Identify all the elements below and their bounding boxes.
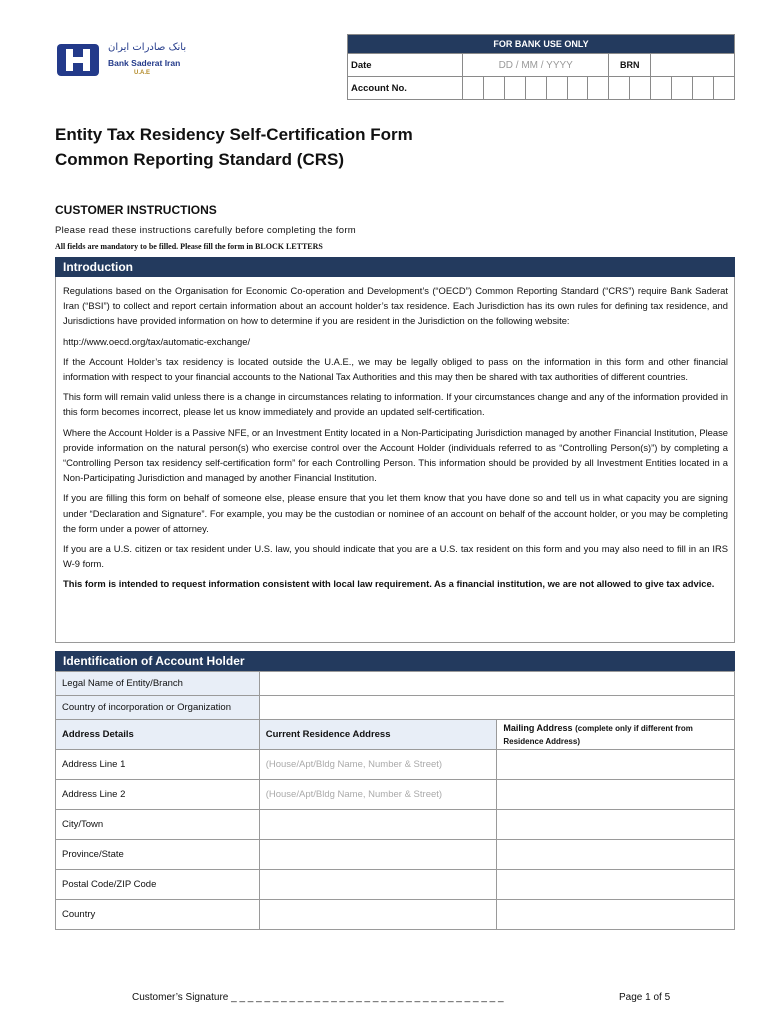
intro-paragraph: This form will remain valid unless there is a change in circumstances relating to information. If your circumstances change and any of the information provided in this form becomes incorrect, please let us know immediately and provide an updated self-certification. [63,391,728,418]
postal-code-mailing-field[interactable] [497,870,735,900]
province-mailing-field[interactable] [497,840,735,870]
address-line2-label: Address Line 2 [56,780,260,810]
page-number: Page 1 of 5 [619,992,671,1003]
account-digit-cell[interactable] [651,77,672,100]
introduction-body [55,277,735,643]
identification-table [55,671,735,930]
mailing-address-header [497,720,735,750]
city-label: City/Town [56,810,260,840]
account-no-label: Account No. [348,77,463,100]
postal-code-label: Postal Code/ZIP Code [56,870,260,900]
address-line1-label: Address Line 1 [56,750,260,780]
current-residence-header: Current Residence Address [259,720,497,750]
logo-name-en: Bank Saderat Iran [108,58,181,68]
bank-logo-icon [57,44,99,76]
form-title [55,122,413,172]
logo-region: U.A.E [134,70,151,76]
account-digit-cell[interactable] [609,77,630,100]
address-line2-mailing-field[interactable] [497,780,735,810]
mailing-address-note: (complete only if different from Residence Address) [503,723,693,746]
postal-code-residence-field[interactable] [259,870,497,900]
instructions-line2: All fields are mandatory to be filled. Please fill the form in BLOCK LETTERS [55,242,323,251]
country-mailing-field[interactable] [497,900,735,930]
city-mailing-field[interactable] [497,810,735,840]
intro-paragraph: If you are filling this form on behalf of someone else, please ensure that you let them know that you have done so and tell us in what capacity you are signing under “Declaration and Signature”. For example, you may be the custodian or nominee of an account on behalf of the account holder, or you may be completing the form under a power of attorney. [63,492,728,534]
date-label: Date [348,54,463,77]
instructions-line1: Please read these instructions carefully before completing the form [55,225,357,236]
brn-field[interactable] [651,54,735,77]
instructions-heading: CUSTOMER INSTRUCTIONS [55,203,217,217]
address-line2-residence-field[interactable]: (House/Apt/Bldg Name, Number & Street) [259,780,497,810]
identification-heading: Identification of Account Holder [55,651,735,671]
legal-name-label: Legal Name of Entity/Branch [56,672,260,696]
account-digit-cell[interactable] [693,77,714,100]
province-label: Province/State [56,840,260,870]
oecd-link[interactable]: http://www.oecd.org/tax/automatic-exchange/ [63,335,251,347]
brn-label: BRN [609,54,651,77]
bank-use-table [347,34,735,100]
date-field[interactable]: DD / MM / YYYY [463,54,609,77]
intro-paragraph: Where the Account Holder is a Passive NFE, or an Investment Entity located in a Non-Participating Jurisdiction managed by another Financial Institution, Please provide information on the natural person(s) who exercise control over the Account Holder (individuals referred to as “Controlling Person(s)”) by completing a “Controlling Person tax residency self-certification form” for each Controlling Person. This information should be provided by all Investment Entities located in a Non-Participating Jurisdiction and managed by another Financial Institution. [63,426,728,484]
country-incorporation-field[interactable] [259,696,734,720]
country-label: Country [56,900,260,930]
legal-name-field[interactable] [259,672,734,696]
form-title-line1: Entity Tax Residency Self-Certification Form [55,125,413,144]
account-digit-cell[interactable] [525,77,546,100]
province-residence-field[interactable] [259,840,497,870]
country-residence-field[interactable] [259,900,497,930]
city-residence-field[interactable] [259,810,497,840]
account-digit-cell[interactable] [672,77,693,100]
account-digit-cell[interactable] [483,77,504,100]
intro-disclaimer: This form is intended to request information consistent with local law requirement. As a financial institution, we are not allowed to give tax advice. [63,578,715,590]
form-title-line2: Common Reporting Standard (CRS) [55,150,344,169]
intro-paragraph: Regulations based on the Organisation for Economic Co-operation and Development’s (“OECD”) Common Reporting Standard (“CRS”) require Bank Saderat Iran (“BSI”) to collect and report certain information about an account holder’s tax residence. Each Jurisdiction has its own rules for defining tax residence, and Jurisdictions have provided information on how to determine if you are resident in the Jurisdiction on the following website: [63,285,728,327]
account-digit-cell[interactable] [713,77,734,100]
account-digit-cell[interactable] [546,77,567,100]
intro-paragraph: If the Account Holder’s tax residency is located outside the U.A.E., we may be legally obliged to pass on the information in this form and other financial information with respect to your financial accounts to the National Tax Authorities and this may then be shared with tax authorities of different countries. [63,355,728,383]
introduction-heading: Introduction [55,257,735,277]
address-line1-residence-field[interactable]: (House/Apt/Bldg Name, Number & Street) [259,750,497,780]
account-digit-cell[interactable] [463,77,484,100]
account-digit-cell[interactable] [567,77,588,100]
logo-name-fa: بانک صادرات ایران [108,42,187,53]
address-details-header: Address Details [56,720,260,750]
account-digit-cell[interactable] [504,77,525,100]
account-digit-cell[interactable] [588,77,609,100]
intro-paragraph: If you are a U.S. citizen or tax resident under U.S. law, you should indicate that you are a U.S. tax resident on this form and you may also need to fill in an IRS W-9 form. [63,543,728,570]
address-line1-mailing-field[interactable] [497,750,735,780]
mailing-address-label: Mailing Address [503,722,573,733]
bank-use-header: FOR BANK USE ONLY [348,35,735,54]
country-incorporation-label: Country of incorporation or Organization [56,696,260,720]
account-digit-cell[interactable] [630,77,651,100]
customer-signature-line: Customer’s Signature _ _ _ _ _ _ _ _ _ _ _ _ _ _ _ _ _ _ _ _ _ _ _ _ _ _ _ _ _ _ _ _ _ [132,992,504,1003]
